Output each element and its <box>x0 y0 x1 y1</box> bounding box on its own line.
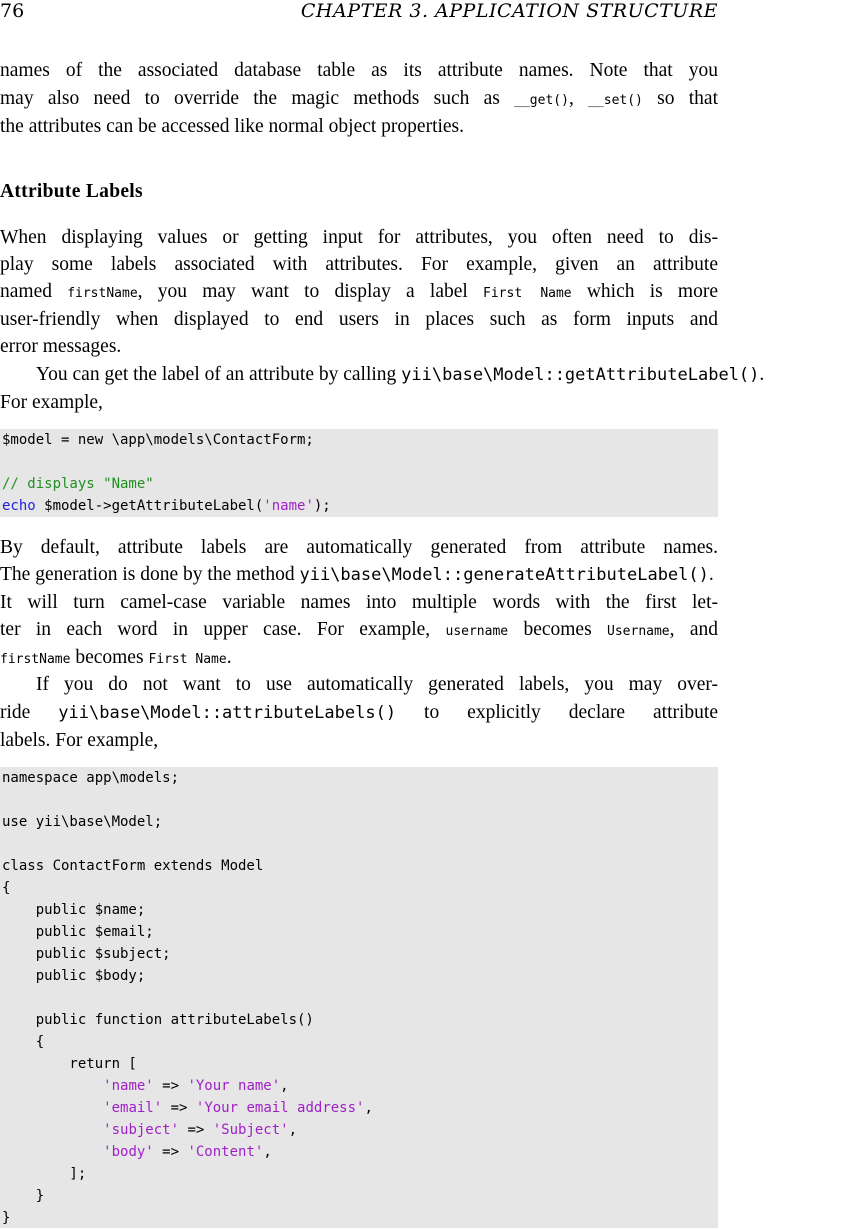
code-blank-line <box>0 789 718 811</box>
para3-line-4: ter in each word in upper case. For example, username becomes Username, and <box>0 619 718 640</box>
chapter-title: CHAPTER 3. APPLICATION STRUCTURE <box>300 0 718 22</box>
para1-line-5: error messages. <box>0 336 122 357</box>
page-number: 76 <box>0 0 25 22</box>
para3-line-5: firstName becomes First Name. <box>0 647 232 668</box>
code-string: 'subject' <box>103 1122 180 1138</box>
code-line: } <box>2 1210 11 1226</box>
inline-code: firstName <box>0 652 71 667</box>
code-array-entry: 'name' => 'Your name', <box>103 1078 289 1094</box>
code-line: echo $model->getAttributeLabel('name'); <box>2 498 331 514</box>
code-blank-line <box>0 833 718 855</box>
inline-code: firstName <box>67 286 138 301</box>
code-line: namespace app\models; <box>2 770 180 786</box>
running-head <box>0 0 718 22</box>
code-line: public $body; <box>2 968 146 984</box>
code-line: $model = new \app\models\ContactForm; <box>2 432 314 448</box>
code-line: { <box>2 1034 45 1050</box>
inline-code: Username <box>607 624 670 639</box>
section-heading: Attribute Labels <box>0 181 143 202</box>
code-string: 'name' <box>263 498 314 514</box>
code-array-entry: 'email' => 'Your email address', <box>103 1100 373 1116</box>
code-line: } <box>2 1188 45 1204</box>
code-string: 'body' <box>103 1144 154 1160</box>
inline-code: __set() <box>588 93 643 108</box>
intro-line-3: the attributes can be accessed like normal object properties. <box>0 116 465 137</box>
para2-line-1: You can get the label of an attribute by calling yii\base\Model::getAttributeLabel(). <box>36 364 765 385</box>
para4-line-1: If you do not want to use automatically generated labels, you may over- <box>36 674 718 695</box>
code-block-2 <box>0 767 718 1228</box>
code-keyword: echo <box>2 498 36 514</box>
code-string: 'Subject' <box>212 1122 289 1138</box>
code-string: 'name' <box>103 1078 154 1094</box>
code-string: 'Content' <box>187 1144 264 1160</box>
code-blank-line <box>0 987 718 1009</box>
inline-code: First Name <box>483 286 572 301</box>
code-block-1 <box>0 429 718 517</box>
para3-line-1: By default, attribute labels are automatically generated from attribute names. <box>0 537 718 558</box>
para1-line-2: play some labels associated with attributes. For example, given an attribute <box>0 254 718 275</box>
code-blank-line <box>0 451 718 473</box>
para1-line-1: When displaying values or getting input for attributes, you often need to dis- <box>0 227 718 248</box>
code-array-entry: 'body' => 'Content', <box>103 1144 272 1160</box>
code-comment: // displays "Name" <box>2 476 154 492</box>
code-array-entry: 'subject' => 'Subject', <box>103 1122 298 1138</box>
code-string: 'Your email address' <box>195 1100 365 1116</box>
intro-line-2: may also need to override the magic methods such as __get(), __set() so that <box>0 88 719 109</box>
intro-line-1: names of the associated database table as its attribute names. Note that you <box>0 60 718 81</box>
code-line: public $name; <box>2 902 146 918</box>
para3-line-3: It will turn camel-case variable names into multiple words with the first let- <box>0 592 718 613</box>
code-line: public function attributeLabels() <box>2 1012 314 1028</box>
code-line: use yii\base\Model; <box>2 814 163 830</box>
para1-line-3: named firstName, you may want to display a label First Name which is more <box>0 281 718 302</box>
para3-line-2: The generation is done by the method yii\base\Model::generateAttributeLabel(). <box>0 564 714 585</box>
para1-line-4: user-friendly when displayed to end users in places such as form inputs and <box>0 309 718 330</box>
inline-code: yii\base\Model::generateAttributeLabel() <box>299 565 709 585</box>
code-line: return [ <box>2 1056 137 1072</box>
inline-code: First Name <box>148 652 227 667</box>
code-string: 'email' <box>103 1100 163 1116</box>
code-line: ]; <box>2 1166 87 1182</box>
code-line: public $email; <box>2 924 154 940</box>
code-line: public $subject; <box>2 946 171 962</box>
inline-code: yii\base\Model::attributeLabels() <box>58 703 397 723</box>
para2-line-2: For example, <box>0 392 103 413</box>
code-line: { <box>2 880 11 896</box>
inline-code: __get() <box>514 93 569 108</box>
inline-code: username <box>445 624 509 639</box>
inline-code: yii\base\Model::getAttributeLabel() <box>401 365 760 385</box>
para4-line-3: labels. For example, <box>0 730 159 751</box>
code-string: 'Your name' <box>187 1078 281 1094</box>
code-line: class ContactForm extends Model <box>2 858 264 874</box>
para4-line-2: ride yii\base\Model::attributeLabels() to explicitly declare attribute <box>0 702 718 723</box>
